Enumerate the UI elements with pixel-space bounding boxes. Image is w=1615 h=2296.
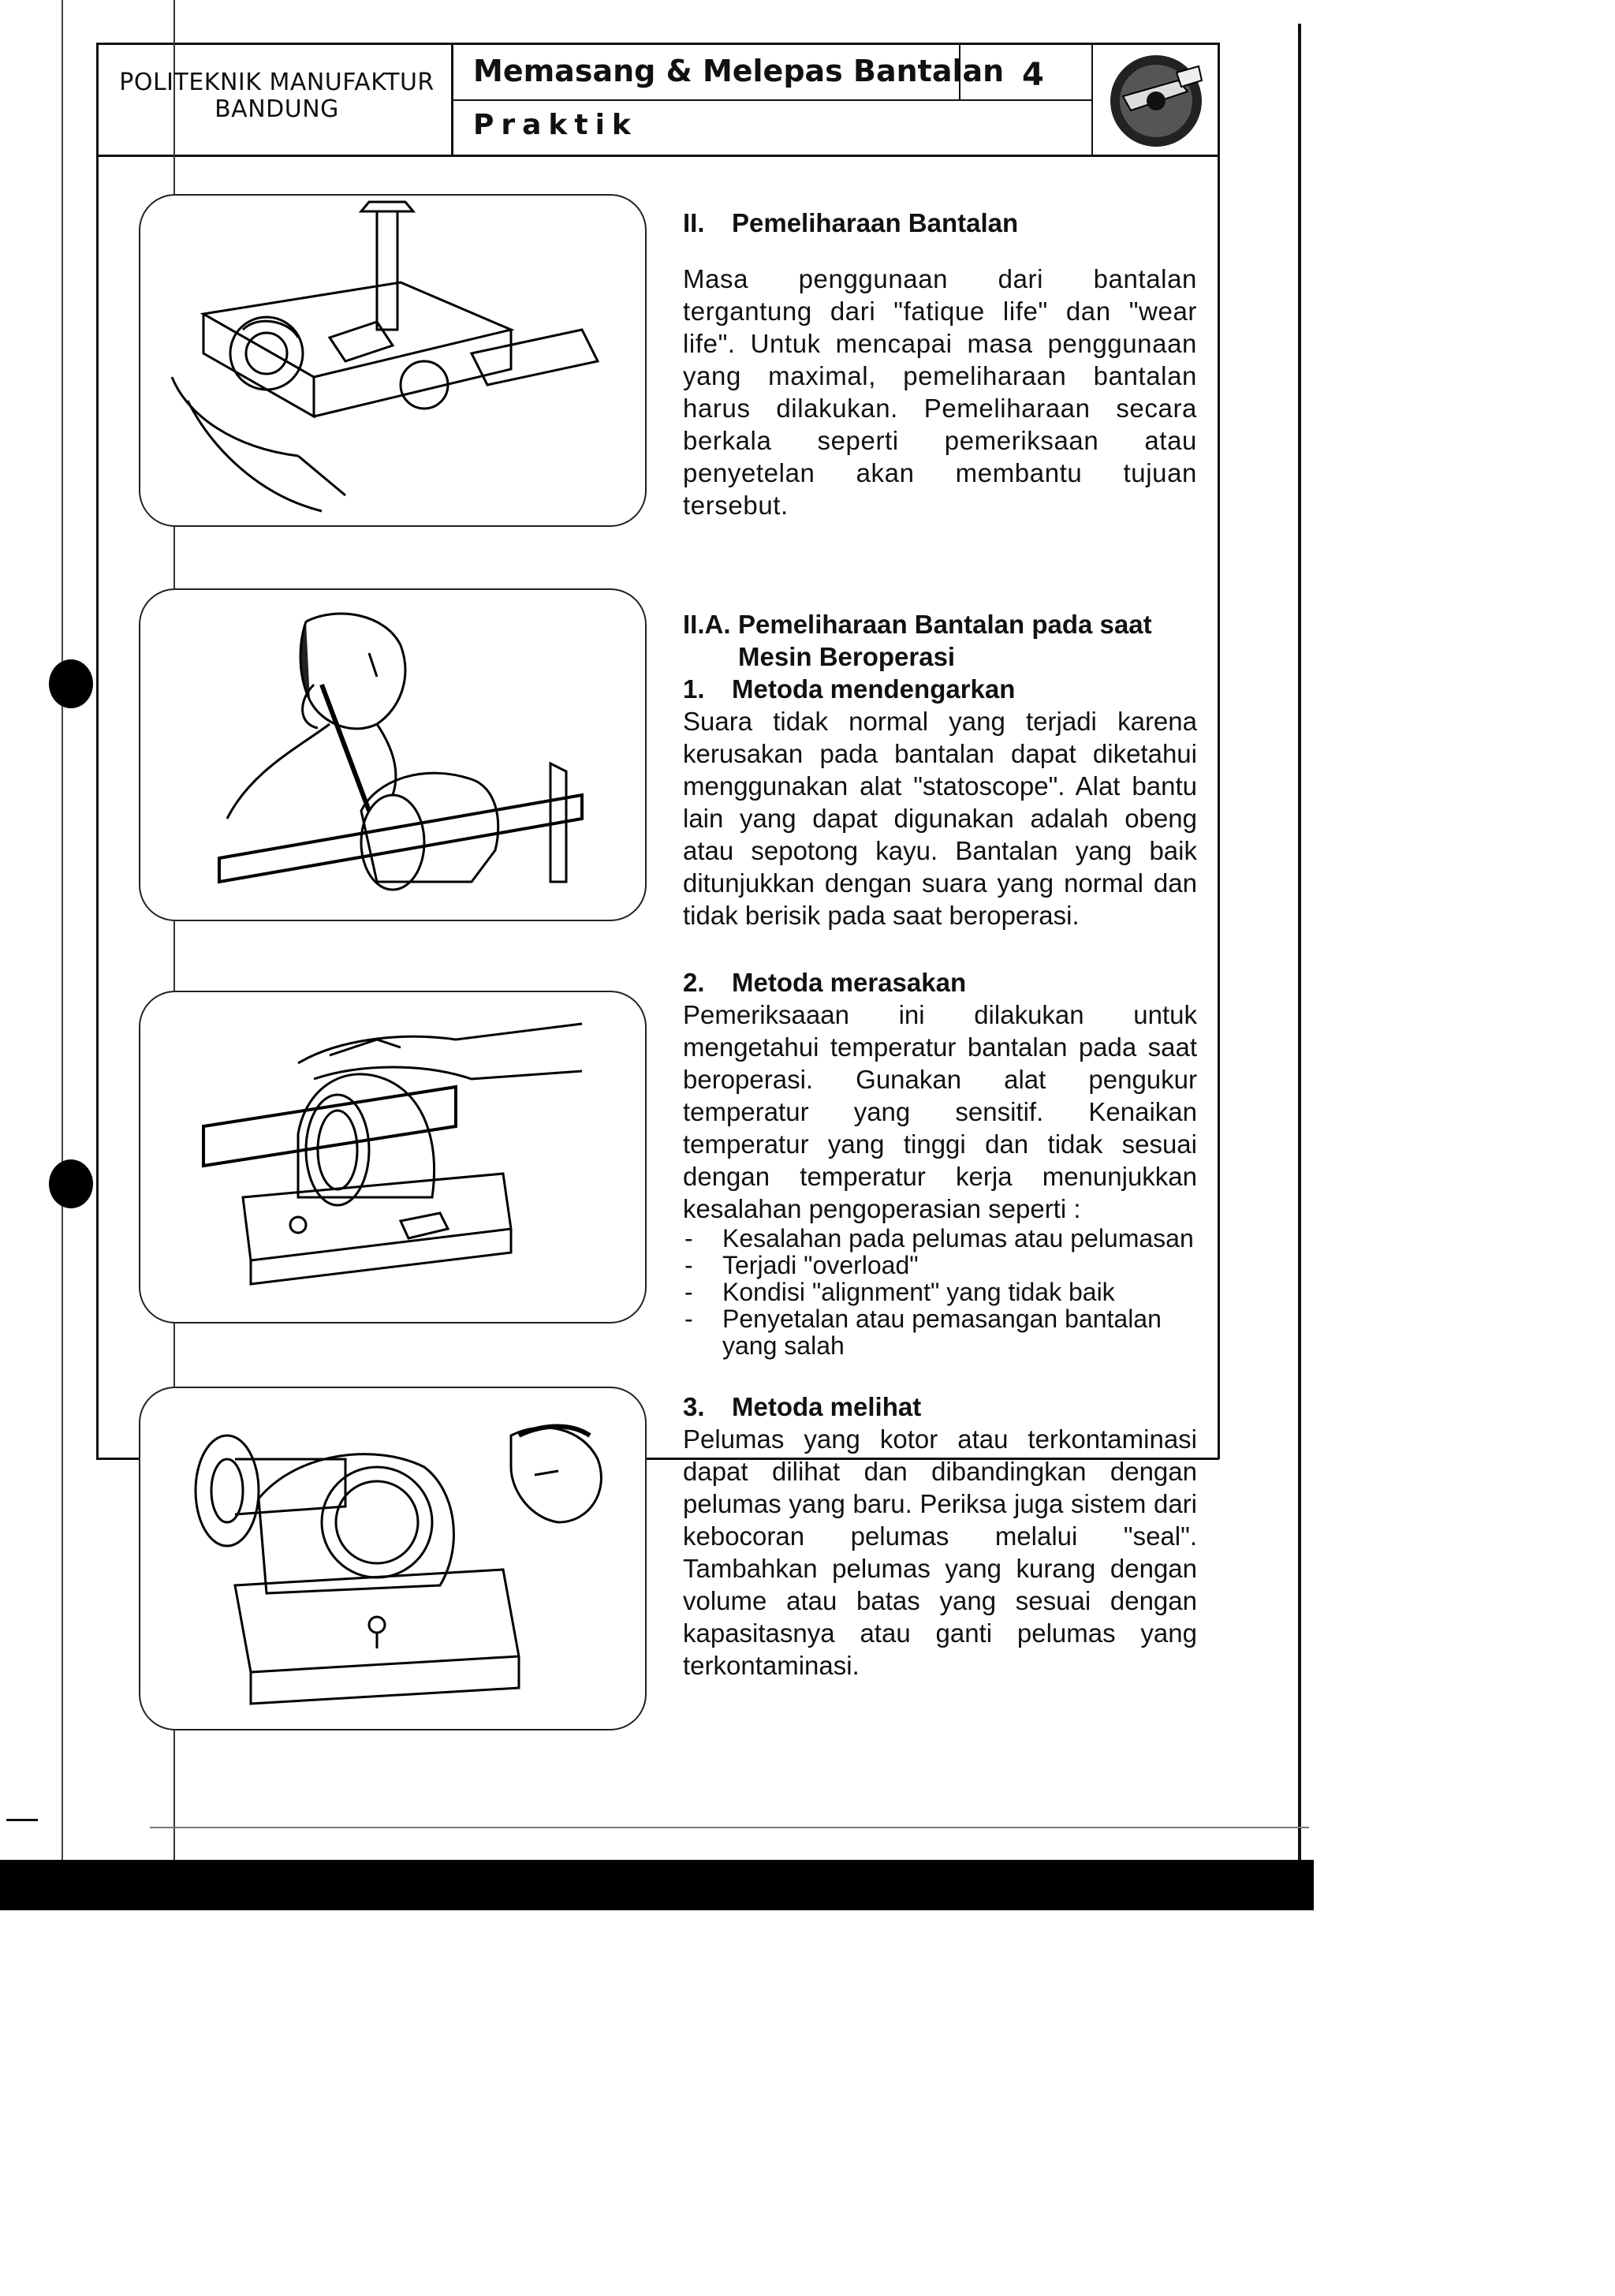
method-1-title: Metoda mendengarkan xyxy=(732,674,1016,704)
stethoscope-listening-icon xyxy=(140,590,645,920)
page-border-left xyxy=(96,43,99,1459)
method-3-title: Metoda melihat xyxy=(732,1392,922,1421)
text-column xyxy=(683,207,1197,1682)
list-item xyxy=(683,1279,1197,1305)
scan-edge-band xyxy=(0,1860,1314,1910)
method-2-title: Metoda merasakan xyxy=(732,968,967,997)
list-item xyxy=(683,1225,1197,1252)
institution-line-1: POLITEKNIK MANUFAKTUR xyxy=(119,69,435,96)
section-2-heading xyxy=(683,207,1197,239)
list-item xyxy=(683,1252,1197,1279)
page-number: 4 xyxy=(1022,57,1044,93)
method-2-bullet-list xyxy=(683,1225,1197,1359)
method-2-number: 2. xyxy=(683,968,705,997)
bullet-dash: - xyxy=(684,1305,693,1333)
header-title-rule xyxy=(451,99,1093,101)
illustration-visual-inspection xyxy=(139,1387,647,1730)
section-2-title: Pemeliharaan Bantalan xyxy=(732,208,1019,237)
header-divider-3 xyxy=(1091,43,1093,156)
institution-line-2: BANDUNG xyxy=(214,95,339,123)
institution-name xyxy=(107,69,446,123)
hand-touch-bearing-icon xyxy=(140,992,645,1322)
punch-hole xyxy=(49,1159,93,1208)
section-2a-title-line2: Mesin Beroperasi xyxy=(738,642,956,671)
visual-inspection-icon xyxy=(140,1388,645,1729)
lower-rule xyxy=(150,1827,1309,1828)
illustration-bearing-adjustment xyxy=(139,194,647,527)
document-title: Memasang & Melepas Bantalan xyxy=(473,54,1005,88)
list-item xyxy=(683,1305,1197,1359)
document-subtitle: Praktik xyxy=(473,109,638,141)
header-bottom-rule xyxy=(96,155,1219,157)
page-border-top xyxy=(96,43,1219,45)
left-edge-line xyxy=(62,0,63,1909)
right-edge-line xyxy=(1298,24,1301,1885)
method-3-body: Pelumas yang kotor atau terkontaminasi dapat dilihat dan dibandingkan dengan pelumas yang baru. Periksa juga sistem dari kebocoran pelumas melalui "seal". Tambahkan pelumas yang kurang dengan volume atau batas yang sesuai dengan kapasitasnya atau ganti pelumas yang terkontaminasi. xyxy=(683,1424,1197,1680)
section-2-number: II. xyxy=(683,208,705,237)
bullet-text: Terjadi "overload" xyxy=(722,1251,919,1279)
method-1-body: Suara tidak normal yang terjadi karena kerusakan pada bantalan dapat diketahui menggunakan alat "statoscope". Alat bantu lain yang dapat digunakan adalah obeng atau sepotong kayu. Bantalan yang baik ditunjukkan dengan suara yang normal dan tidak berisik pada saat beroperasi. xyxy=(683,707,1197,930)
bullet-dash: - xyxy=(684,1224,693,1253)
method-2-body: Pemeriksaaan ini dilakukan untuk mengetahui temperatur bantalan pada saat beroperasi. Gunakan alat pengukur temperatur yang sensitif. Kenaikan temperatur yang tinggi dan tidak sesuai dengan temperatur kerja menunjukkan kesalahan pengoperasian seperti : xyxy=(683,1000,1197,1223)
bullet-dash: - xyxy=(684,1251,693,1279)
bullet-dash: - xyxy=(684,1278,693,1306)
illustration-touch-bearing xyxy=(139,991,647,1323)
method-1-number: 1. xyxy=(683,674,705,704)
bullet-text: Kesalahan pada pelumas atau pelumasan xyxy=(722,1224,1194,1253)
method-2-heading xyxy=(683,966,1197,999)
gear-hand-icon xyxy=(1099,49,1210,151)
method-3-heading xyxy=(683,1391,1197,1423)
left-tick xyxy=(6,1819,38,1821)
section-2a-number: II.A. xyxy=(683,610,731,639)
bearing-adjustment-icon xyxy=(140,196,645,525)
bullet-text: Penyetalan atau pemasangan bantalan yang salah xyxy=(722,1305,1162,1360)
section-2-body: Masa penggunaan dari bantalan tergantung dari "fatique life" dan "wear life". Untuk mencapai masa penggunaan yang maximal, pemeliharaan bantalan harus dilakukan. Pemeliharaan secara berkala seperti pemeriksaan atau penyetelan akan membantu tujuan tersebut. xyxy=(683,264,1197,520)
illustration-stethoscope xyxy=(139,588,647,921)
section-2a-heading xyxy=(683,608,1197,640)
method-3-number: 3. xyxy=(683,1392,705,1421)
method-1-heading xyxy=(683,673,1197,705)
punch-hole xyxy=(49,659,93,708)
section-2a-title-line1: Pemeliharaan Bantalan pada saat xyxy=(738,610,1152,639)
bullet-text: Kondisi "alignment" yang tidak baik xyxy=(722,1278,1115,1306)
page-border-right xyxy=(1218,43,1220,1459)
